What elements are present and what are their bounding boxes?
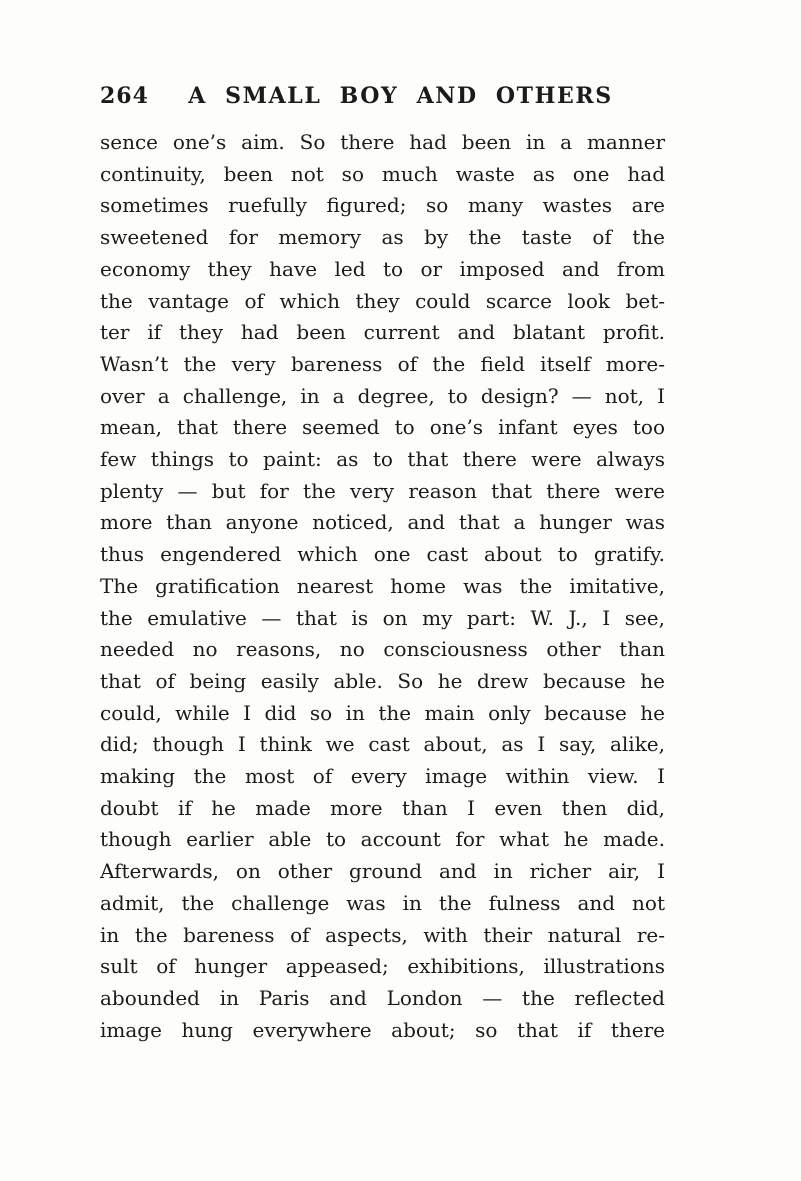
text-line: that of being easily able. So he drew because he bbox=[100, 668, 665, 693]
text-line: sult of hunger appeased; exhibitions, illustrations bbox=[100, 954, 665, 979]
text-line: economy they have led to or imposed and from bbox=[100, 256, 665, 281]
text-line: abounded in Paris and London — the reflected bbox=[100, 985, 665, 1010]
text-line: though earlier able to account for what he made. bbox=[100, 827, 665, 852]
text-line: plenty — but for the very reason that there were bbox=[100, 478, 665, 503]
text-line: over a challenge, in a degree, to design? — not, I bbox=[100, 383, 665, 408]
text-line: doubt if he made more than I even then did, bbox=[100, 795, 665, 820]
text-line: admit, the challenge was in the fulness and not bbox=[100, 890, 665, 915]
text-line: mean, that there seemed to one’s infant eyes too bbox=[100, 415, 665, 440]
text-line: thus engendered which one cast about to gratify. bbox=[100, 542, 665, 567]
text-line: ter if they had been current and blatant profit. bbox=[100, 320, 665, 345]
text-line: Afterwards, on other ground and in richer air, I bbox=[100, 859, 665, 884]
text-line: needed no reasons, no consciousness other than bbox=[100, 637, 665, 662]
text-line: sence one’s aim. So there had been in a manner bbox=[100, 130, 665, 154]
text-line: continuity, been not so much waste as one had bbox=[100, 161, 665, 186]
text-line: the vantage of which they could scarce look bet- bbox=[100, 288, 665, 313]
text-line: more than anyone noticed, and that a hunger was bbox=[100, 510, 665, 535]
text-line: Wasn’t the very bareness of the field itself more- bbox=[100, 351, 665, 376]
text-line: few things to paint: as to that there were always bbox=[100, 447, 665, 472]
text-line: sometimes ruefully figured; so many wastes are bbox=[100, 193, 665, 218]
page-number: 264 bbox=[100, 83, 149, 109]
text-line: sweetened for memory as by the taste of the bbox=[100, 225, 665, 250]
running-title: A SMALL BOY AND OTHERS bbox=[188, 83, 613, 109]
text-line: the emulative — that is on my part: W. J., I see, bbox=[100, 605, 665, 630]
text-line: could, while I did so in the main only because he bbox=[100, 700, 665, 725]
page-body bbox=[100, 127, 665, 1046]
text-line: did; though I think we cast about, as I say, alike, bbox=[100, 732, 665, 757]
text-line: The gratification nearest home was the imitative, bbox=[100, 573, 665, 598]
text-line: image hung everywhere about; so that if there bbox=[100, 1017, 665, 1042]
page-header bbox=[100, 80, 701, 112]
text-line: making the most of every image within view. I bbox=[100, 764, 665, 789]
text-line: in the bareness of aspects, with their natural re- bbox=[100, 922, 665, 947]
